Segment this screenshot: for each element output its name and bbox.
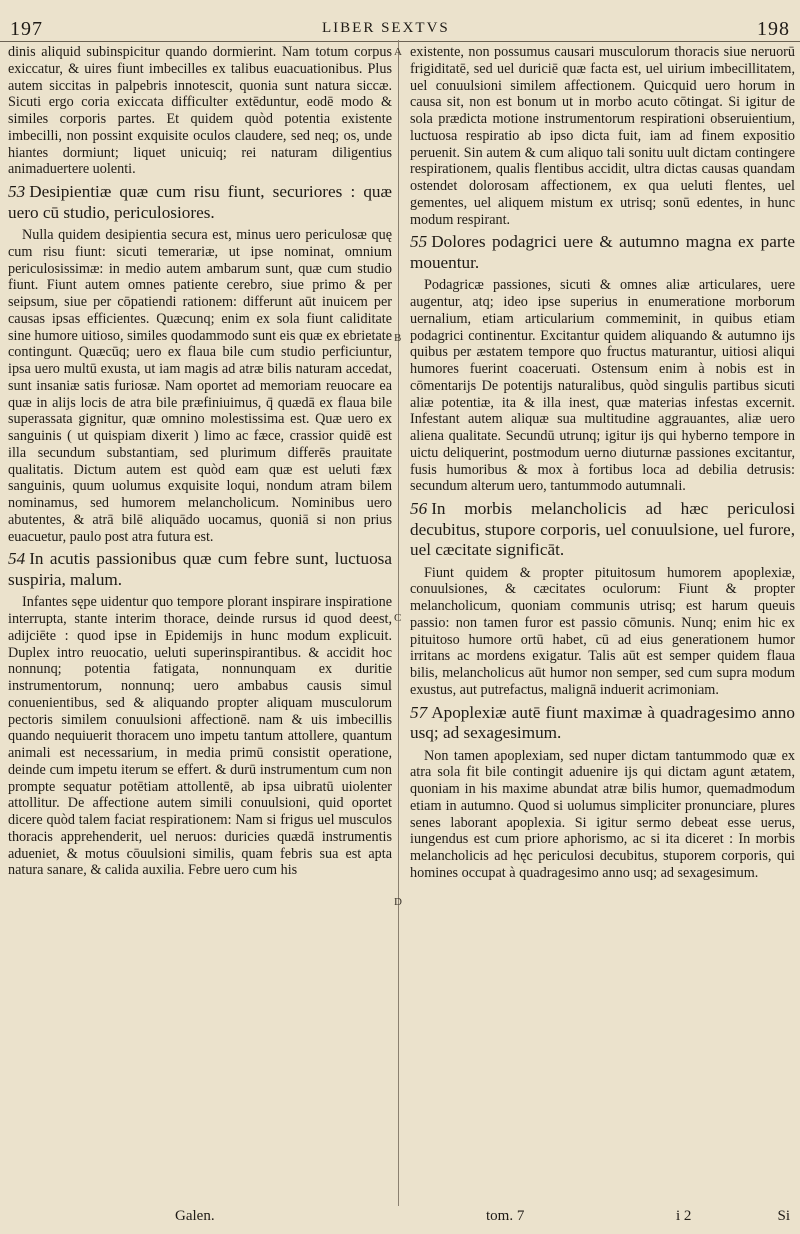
aphorism-number: 54 xyxy=(8,549,26,569)
paragraph: Non tamen apoplexiam, sed nuper dictam tantummodo quæ ex atra sola fit bile contingit aduenire ijs qui dictam agunt ætatem, quoniam in his maxime abundat atræ bilis humor, quemadmodum etiam in autumno. Quod si uolumus simpliciter pronunciare, plures senes laborant apoplexia. Si igitur sermo debeat esse uerus, iungendus est cum priore aphorismo, ac si ita diceret : In morbis melancholicis ad hęc periculosi decubitus, stuporem corporis, qui homines occupat à quadragesimo anno usq; ad sexagesimum. xyxy=(410,747,795,881)
aphorism-text: Desipientiæ quæ cum risu fiunt, securiores : quæ uero cū studio, periculosiores. xyxy=(8,182,392,222)
footer-signature-mark: i 2 xyxy=(676,1208,692,1224)
page-number-left: 197 xyxy=(10,18,43,40)
paragraph: Podagricæ passiones, sicuti & omnes aliæ articulares, uere augentur, atq; ideo ipse superius in enumeratione morborum uernalium, etiam articularium commeminit, in quibus etiam podagrici continentur. Excitantur quidem aliquando & autumno ijs quibus per æstatem tempore quo fructus maturantur, uitiosi aliqui humores fuerint coaceruati. Ostensum enim à nobis est in cōmentarijs De potentijs naturalibus, quòd singulis partibus sicuti aliæ potentiæ, ita & illa inest, quæ materias infestas excernit. Infestant autem aliquæ sua multitudine aggrauantes, aliæ uero aliena qualitate. Secundū utrunq; igitur ijs qui hyberno tempore in uictu deliquerint, postmodum uerno diuturnæ passiones excitantur, fusis humoribus & mox à fortibus loca ad debilia detrusis: secundum alterum uero, tantummodo autumnali. xyxy=(410,277,795,495)
header-rule xyxy=(0,41,800,42)
margin-letter-a: A xyxy=(394,46,402,58)
running-header xyxy=(6,18,794,40)
paragraph: Nulla quidem desipientia secura est, minus uero periculosæ quę cum risu fiunt: sicuti temerariæ, ut ipse nominat, omnium periculosissimæ: in medio autem ambarum sunt, quæ cum studio fiunt. Fiunt autem omnes patiente cerebro, siue primo & per seipsum, siue per cōpatiendi rationem: differunt aūt inuicem per causas ipsas efficientes. Quæcunq; enim ex sola fiunt caliditate sine humore uitioso, similes quodammodo sunt eis quæ ex ebrietate contingunt. Quæcūq; uero ex flaua bile cum studio perficiuntur, ipsa uero multū exusta, ut iam magis ad atræ bilis naturam accedat, sunt insaniæ satis furiosæ. Nam oportet ad memoriam reuocare ea quæ in alijs locis de atra bile præfiniuimus, q̄ quædā ex flaua bile superassata gignitur, quæ omnino molestissima est. Quæ uero ex sanguinis ( ut quispiam dixerit ) limo ac fæce, crassior quidē est illa secundum substantiam, sed plurimum differēs prauitate qualitatis. Dictum autem est quòd eam quæ est ueluti fæx sanguinis, quum uolumus exquisite loqui, nondum atram bilem nominamus, sed humorem melancholicum. Nominibus uero abutentes, & atrā bilē aliquādo uocamus, quoniā si non prius euacuetur, paulo post atra futura est. xyxy=(8,227,392,545)
aphorism-number: 57 xyxy=(410,702,428,722)
footer-signature: Galen. xyxy=(175,1208,215,1224)
aphorism-text: In acutis passionibus quæ cum febre sunt, luctuosa suspiria, malum. xyxy=(8,549,392,589)
page-number-right: 198 xyxy=(757,18,790,40)
margin-letter-b: B xyxy=(394,332,402,344)
paragraph: dinis aliquid subinspicitur quando dormierint. Nam totum corpus exiccatur, & uires fiunt imbecilles ex talibus euacuationibus. Plus autem siccitas in palpebris innotescit, quonia sunt natura siccæ. Sicuti ergo coria exiccata difficulter extēduntur, eodē modo & similes corporis partes. Et quidem quòd potentia existente imbecilli, non possint exquisite oculos claudere, sed neq; os, unde hiantes dormiunt; liquet unicuiq; rei naturam diligentius animaduertere uolenti. xyxy=(8,44,392,178)
margin-letter-c: C xyxy=(394,612,402,624)
page-footer xyxy=(0,1208,800,1230)
paragraph: Infantes sępe uidentur quo tempore plorant inspirare inspiratione interrupta, stante interim thorace, deinde rursus id quod deest, adijciēte : quod ipse in Epidemijs in hunc modum explicuit. Duplex intro reuocatio, ueluti superinspirantibus. & accidit hoc nonnunq; potentia fatigata, nonnunquam ex duritie instrumentorum, nonnunq; uero ambabus causis simul conuenientibus, sed & aliquando propter aliquam musculorum pectoris similem conuulsioni affectionē. nam & uis imbecillis quando nequiuerit thoracem uno impetu tantum attollere, quantum animali est necessarium, in media primū consistit operatione, deinde cum impetu iterum se effert. & durū instrumentum cum non prompte sequatur potētiam attollentē, ab ipsa uibratū uiolenter attollitur. De affectione autem simili conuulsioni, quid oportet dicere quòd talem faciat respirationem: Nam si frigus uel musculos thoracis apprehenderit, uel neruos: duricies quædā instrumentis adueniet, & motus cōuulsioni similis, quam febris sua est apta natura sanare, & calida auxilia. Febre uero cum his xyxy=(8,594,392,879)
aphorism-number: 55 xyxy=(410,232,428,252)
aphorism-heading-57 xyxy=(410,703,795,744)
paragraph: existente, non possumus causari musculorum thoracis siue neruorū frigiditatē, sed uel duriciē quæ facta est, uel uirium imbecillitatem, uel conuulsioni similem affectionem. Quicquid uero horum in causa sit, non est bonum ut in morbo acuto cōtingat. Si igitur de sola prædicta motione instrumentorum respirationi obseruientium, luctuosa respiratio ab ipso dicta fuit, iam ad finem expositio peruenit. Sin autem & cum aliquo tali sonitu uult dictam contingere respirationem, qualis flentibus accidit, ultra dictas causas quandam ostendet dolorosam affectionem, ex qua ueluti flentes, uel gementes, uel aliquem mistum ex utrisq; sonū edentes, in hunc modum respirant. xyxy=(410,44,795,228)
paragraph: Fiunt quidem & propter pituitosum humorem apoplexiæ, conuulsiones, & cæcitates oculorum: Fiunt & propter melancholicum, quoniam communis utrisq; est harum queuis passio: non tamen furor est passio cōmunis. Nunq; enim hic ex pituitoso humore ortū habet, cū ad eius generationem humor irritans ac mordens exigatur. Talis aūt est semper quidem flaua bilis, melancholicus aūt humor non semper, sed cum supra modum exustus, aut putrefactus, malignā induerit acrimoniam. xyxy=(410,564,795,698)
running-title: LIBER SEXTVS xyxy=(322,20,450,36)
footer-catchword: Si xyxy=(777,1208,790,1224)
aphorism-heading-53 xyxy=(8,182,392,223)
aphorism-text: Dolores podagrici uere & autumno magna ex parte mouentur. xyxy=(410,232,795,272)
aphorism-text: In morbis melancholicis ad hæc periculosi decubitus, stupore corporis, uel conuulsione, uel furore, uel cæcitate significāt. xyxy=(410,499,795,559)
margin-letter-d: D xyxy=(394,896,402,908)
aphorism-number: 53 xyxy=(8,182,26,201)
aphorism-heading-54 xyxy=(8,549,392,590)
aphorism-heading-55 xyxy=(410,232,795,273)
left-column xyxy=(8,44,392,881)
footer-volume: tom. 7 xyxy=(486,1208,525,1224)
aphorism-heading-56 xyxy=(410,499,795,561)
aphorism-number: 56 xyxy=(410,499,428,518)
aphorism-text: Apoplexiæ autē fiunt maximæ à quadragesimo anno usq; ad sexagesimum. xyxy=(410,702,795,742)
right-column xyxy=(410,44,795,884)
